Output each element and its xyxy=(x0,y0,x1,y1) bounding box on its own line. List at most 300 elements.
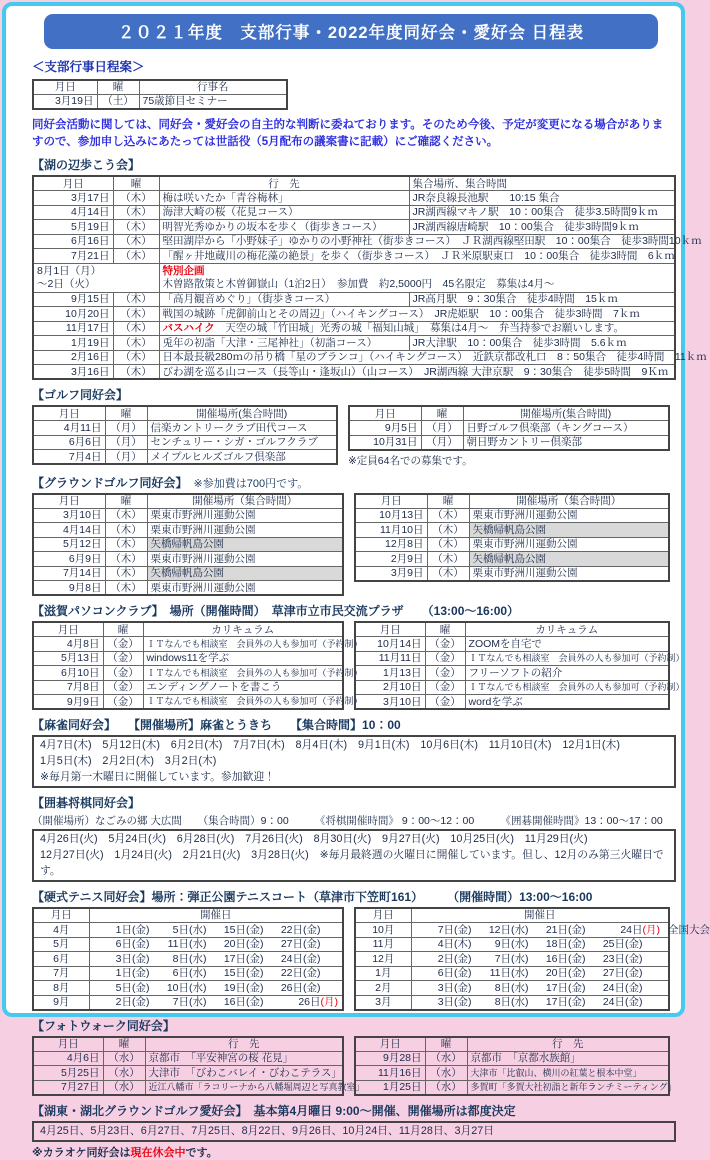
day-entry: 17日(金) xyxy=(545,981,586,994)
day-cell: （水） xyxy=(425,1066,467,1081)
col-place: 開催場所(集合時間) xyxy=(147,406,337,421)
table-row xyxy=(355,995,669,1010)
ground-golf-tables xyxy=(32,493,670,597)
karaoke-post: です。 xyxy=(185,1147,218,1160)
day-cell: （土） xyxy=(97,95,139,110)
table-header-row xyxy=(355,494,669,509)
dest-cell: 多賀町「多賀大社初詣と新年ランチミーティング」 xyxy=(467,1080,669,1095)
table-row xyxy=(355,1080,669,1095)
date-line2: ～2日（火） xyxy=(37,277,96,290)
col-day: 曜 xyxy=(113,176,159,191)
kotou-dates-line: 4月25日、5月23日、6月27日、7月25日、8月22日、9月26日、10月24日、11月28日、3月27日 xyxy=(40,1124,495,1137)
day-entry: 24日 xyxy=(620,923,643,936)
table-row xyxy=(33,695,343,710)
date-cell: 9月5日 xyxy=(349,421,421,436)
day-cell: （木） xyxy=(427,552,469,567)
month-cell: 2月 xyxy=(355,981,411,996)
table-row xyxy=(33,666,343,681)
place-cell: 矢橋帰帆島公園 xyxy=(147,566,343,581)
table-row xyxy=(33,1080,343,1095)
day-entry: 6日(水) xyxy=(172,967,207,980)
trip-detail: 木曽路散策と木曽御嶽山（1泊2日） 参加費 約2,5000円 45名限定 募集は4月～ xyxy=(162,277,555,290)
table-header-row xyxy=(355,622,669,637)
curriculum-cell: ＩＴなんでも相談室 会員外の人も参加可（予約制） xyxy=(143,637,343,652)
dates-cell xyxy=(411,966,669,981)
day-cell: （月） xyxy=(105,435,147,450)
table-row xyxy=(355,637,669,652)
day-cell: （木） xyxy=(113,336,159,351)
date-cell: 9月15日 xyxy=(33,292,113,307)
day-cell: （金） xyxy=(103,695,143,710)
table-header-row xyxy=(33,80,287,95)
date-cell: 7月14日 xyxy=(33,566,105,581)
table-row xyxy=(33,637,343,652)
table-row xyxy=(349,421,669,436)
extra-label: 全国大会 xyxy=(668,923,710,936)
date-cell: 6月16日 xyxy=(33,234,113,249)
notice-text: 同好会活動に関しては、同好会・愛好会の自主的な判断に委ねております。そのため今後、予定が変更になる場合がありますので、参加申し込みにあたっては世話役（5月配布の議案書に記載）にご確認ください。 xyxy=(32,119,664,148)
table-row xyxy=(33,307,675,322)
day-entry: 15日(金) xyxy=(223,923,264,936)
table-row xyxy=(33,234,675,249)
day-entry: 3日(金) xyxy=(115,952,150,965)
col-day: 曜 xyxy=(421,406,463,421)
date-cell: 1月13日 xyxy=(355,666,425,681)
day-cell: （金） xyxy=(103,666,143,681)
col-day: 曜 xyxy=(103,1037,145,1052)
col-event: 行事名 xyxy=(139,80,287,95)
place-cell: 栗東市野洲川運動公園 xyxy=(469,566,669,581)
date-cell: 11月10日 xyxy=(355,523,427,538)
table-row xyxy=(33,435,337,450)
col-day: 曜 xyxy=(427,494,469,509)
table-row xyxy=(355,937,669,952)
kotou-section-heading xyxy=(32,1102,670,1119)
day-entry: 11日(水) xyxy=(489,967,529,980)
igo-dates-line: 12月27日(火) 1月24日(火) 2月21日(火) 3月28日(火) ※毎月最終週の火曜日に開催しています。但し、12月のみ第三火曜日です。 xyxy=(40,848,664,877)
day-cell: （木） xyxy=(113,365,159,380)
tennis-subtitle: 場所：弾正公園テニスコート（草津市下笠町161） （開催時間）13:00～16:00 xyxy=(151,890,593,905)
table-row xyxy=(33,205,675,220)
col-day: 曜 xyxy=(97,80,139,95)
table-row xyxy=(33,566,343,581)
month-cell: 5月 xyxy=(33,937,89,952)
dest-meet-cell: 「醒ヶ井地蔵川の梅花藻の絶景」を歩く（街歩きコース） ＪＲ米原駅東口 10：00集合 徒歩3時間 6ｋｍ xyxy=(159,249,675,264)
table-row xyxy=(33,937,343,952)
date-cell: 7月27日 xyxy=(33,1080,103,1095)
table-row xyxy=(355,952,669,967)
day-entry: 22日(金) xyxy=(280,967,321,980)
day-cell: （木） xyxy=(427,508,469,523)
mahjong-note-line: ※毎月第一木曜日に開催しています。参加歓迎！ xyxy=(40,770,275,783)
table-row xyxy=(33,336,675,351)
igo-subtitle: （開催場所）なごみの郷 大広間 （集合時間）9：00 《将棋開催時間》 9：00～12：00 《囲碁開催時間》13：00～17：00 xyxy=(32,815,663,828)
place-cell: 矢橋帰帆島公園 xyxy=(147,537,343,552)
table-row xyxy=(33,292,675,307)
col-curriculum: カリキュラム xyxy=(465,622,669,637)
day-entry: 1日(金) xyxy=(115,923,150,936)
day-entry: 15日(金) xyxy=(223,967,264,980)
col-day: 曜 xyxy=(103,622,143,637)
day-entry: 22日(金) xyxy=(280,923,321,936)
table-row xyxy=(355,508,669,523)
day-entry: 26日 xyxy=(298,995,321,1008)
date-cell: 4月11日 xyxy=(33,421,105,436)
col-dest: 行 先 xyxy=(467,1037,669,1052)
day-entry: 3日(金) xyxy=(437,995,472,1008)
meet-cell: JR湖西線唐崎駅 10：00集合 徒歩3時間9ｋｍ xyxy=(409,220,675,235)
ground-golf-title: 【グラウンドゴルフ同好会】 xyxy=(32,475,182,490)
date-cell: 1月25日 xyxy=(355,1080,425,1095)
col-date: 月日 xyxy=(355,494,427,509)
curriculum-cell: フリーソフトの紹介 xyxy=(465,666,669,681)
date-cell: 3月16日 xyxy=(33,365,113,380)
col-curriculum: カリキュラム xyxy=(143,622,343,637)
mahjong-dates-line: 1月5日(木) 2月2日(木) 3月2日(木) xyxy=(40,754,217,767)
date-cell: 10月31日 xyxy=(349,435,421,450)
day-entry: 27日(金) xyxy=(280,938,321,951)
special-label: 特別企画 xyxy=(162,265,205,278)
curriculum-cell: ＩＴなんでも相談室 会員外の人も参加可（予約制） xyxy=(465,651,669,666)
igo-section-heading: 【囲碁将棋同好会】 xyxy=(32,796,141,811)
tennis-tables xyxy=(32,907,710,1011)
day-entry: 7日(水) xyxy=(172,995,207,1008)
day-cell: （月） xyxy=(421,421,463,436)
place-cell: 日野ゴルフ倶楽部（キングコース） xyxy=(463,421,669,436)
mahjong-dates-box xyxy=(32,735,676,788)
table-row xyxy=(33,421,337,436)
day-cell: （木） xyxy=(105,508,147,523)
table-row xyxy=(33,966,343,981)
day-entry: 10日(水) xyxy=(166,981,207,994)
dates-cell xyxy=(89,995,343,1010)
table-row xyxy=(355,651,669,666)
dest-cell: 大津市 「びわこバレイ・びわこテラス」 xyxy=(145,1066,343,1081)
place-cell: 栗東市野洲川運動公園 xyxy=(469,508,669,523)
day-entry: 16日(金) xyxy=(545,952,586,965)
mahjong-dates-line: 4月7日(木) 5月12日(木) 6月2日(木) 7月7日(木) 8月4日(木) 9月1日(木) 10月6日(木) 11月10日(木) 12月1日(木) xyxy=(40,739,620,752)
document-page xyxy=(2,2,710,1160)
date-cell: 4月14日 xyxy=(33,523,105,538)
date-cell: 6月10日 xyxy=(33,666,103,681)
dest-cell: 明智光秀ゆかりの坂本を歩く（街歩きコース） xyxy=(159,220,409,235)
day-entry-red: (月) xyxy=(320,995,338,1008)
day-entry: 5日(金) xyxy=(115,981,150,994)
photo-table-right xyxy=(354,1036,677,1096)
place-cell: 朝日野カントリー倶楽部 xyxy=(463,435,669,450)
month-cell: 1月 xyxy=(355,966,411,981)
dates-cell xyxy=(411,923,710,938)
dates-cell xyxy=(411,952,669,967)
tennis-table-right xyxy=(354,907,710,1011)
month-cell: 6月 xyxy=(33,952,89,967)
table-row xyxy=(355,680,669,695)
dates-cell xyxy=(89,966,343,981)
table-row xyxy=(33,981,343,996)
col-dates: 開催日 xyxy=(411,908,669,923)
day-cell: （金） xyxy=(425,680,465,695)
place-cell: 矢橋帰帆島公園 xyxy=(469,523,669,538)
curriculum-cell: ＩＴなんでも相談室 会員外の人も参加可（予約制） xyxy=(465,680,669,695)
day-cell: （金） xyxy=(425,651,465,666)
date-cell: 9月8日 xyxy=(33,581,105,596)
pc-club-section-heading xyxy=(32,602,670,619)
col-day: 曜 xyxy=(425,1037,467,1052)
table-row-bus-hike xyxy=(33,321,675,336)
meet-cell: JR大津駅 10：00集合 徒歩3時間 5.6ｋｍ xyxy=(409,336,675,351)
col-date: 月日 xyxy=(355,1037,425,1052)
month-cell: 10月 xyxy=(355,923,411,938)
table-row xyxy=(33,191,675,206)
date-cell: 9月9日 xyxy=(33,695,103,710)
day-entry: 17日(金) xyxy=(545,995,586,1008)
day-entry: 6日(金) xyxy=(437,967,472,980)
dest-cell: 兎年の初詣「大津・三尾神社」（初詣コース） xyxy=(159,336,409,351)
day-cell: （金） xyxy=(103,651,143,666)
place-cell: メイプルヒルズゴルフ倶楽部 xyxy=(147,450,337,465)
day-cell: （木） xyxy=(105,566,147,581)
curriculum-cell: ＩＴなんでも相談室 会員外の人も参加可（予約制） xyxy=(143,666,343,681)
col-dates: 開催日 xyxy=(89,908,343,923)
dates-cell xyxy=(89,952,343,967)
day-entry: 24日(金) xyxy=(280,952,321,965)
col-day: 曜 xyxy=(105,406,147,421)
day-entry: 11日(水) xyxy=(167,938,207,951)
day-cell: （木） xyxy=(113,307,159,322)
day-entry: 8日(水) xyxy=(172,952,207,965)
day-cell: （木） xyxy=(105,581,147,596)
day-cell: （木） xyxy=(113,249,159,264)
table-header-row xyxy=(33,406,337,421)
dates-cell xyxy=(89,937,343,952)
curriculum-cell: wordを学ぶ xyxy=(465,695,669,710)
date-cell: 5月19日 xyxy=(33,220,113,235)
date-cell: 5月13日 xyxy=(33,651,103,666)
date-cell: 3月17日 xyxy=(33,191,113,206)
table-row xyxy=(33,651,343,666)
shibu-section-heading: ＜支部行事日程案＞ xyxy=(32,60,145,74)
day-entry: 6日(金) xyxy=(115,938,150,951)
table-header-row xyxy=(355,1037,669,1052)
day-entry: 7日(水) xyxy=(494,952,529,965)
pc-club-title: 【滋賀パソコンクラブ】 xyxy=(32,604,158,619)
dest-cell: 梅は咲いたか「青谷梅林」 xyxy=(159,191,409,206)
col-meet: 集合場所、集合時間 xyxy=(409,176,675,191)
mahjong-subtitle: 【開催場所】麻雀とうきち 【集合時間】10：00 xyxy=(134,718,401,733)
photo-section-heading: 【フォトウォーク同好会】 xyxy=(32,1018,175,1033)
dest-cell: 京都市 「京都水族館」 xyxy=(467,1051,669,1066)
day-entry: 5日(水) xyxy=(172,923,207,936)
day-entry: 19日(金) xyxy=(223,981,264,994)
day-cell: （木） xyxy=(113,191,159,206)
table-row xyxy=(33,923,343,938)
ground-golf-fee-note: ※参加費は700円です。 xyxy=(193,477,309,490)
table-row xyxy=(33,680,343,695)
date-cell: 5月25日 xyxy=(33,1066,103,1081)
date-range-cell xyxy=(33,263,159,292)
meet-cell: JR高月駅 9：30集合 徒歩4時間 15ｋｍ xyxy=(409,292,675,307)
day-entry: 24日(金) xyxy=(602,995,643,1008)
table-header-row xyxy=(33,1037,343,1052)
mahjong-section-heading xyxy=(32,716,670,733)
day-entry: 21日(金) xyxy=(545,923,586,936)
mahjong-title: 【麻雀同好会】 xyxy=(32,718,111,733)
date-cell: 11月17日 xyxy=(33,321,113,336)
place-cell: 栗東市野洲川運動公園 xyxy=(469,537,669,552)
col-day: 曜 xyxy=(425,622,465,637)
day-entry: 2日(金) xyxy=(437,952,472,965)
col-date: 月日 xyxy=(33,622,103,637)
day-cell: （月） xyxy=(105,450,147,465)
table-row xyxy=(355,1051,669,1066)
day-cell: （木） xyxy=(113,292,159,307)
date-cell: 12月8日 xyxy=(355,537,427,552)
col-place: 開催場所(集合時間) xyxy=(463,406,669,421)
day-cell: （月） xyxy=(421,435,463,450)
day-cell: （木） xyxy=(427,523,469,538)
table-row xyxy=(33,220,675,235)
date-cell: 10月14日 xyxy=(355,637,425,652)
day-entry: 23日(金) xyxy=(602,952,643,965)
date-cell: 7月8日 xyxy=(33,680,103,695)
day-entry: 3日(金) xyxy=(437,981,472,994)
igo-dates-line: 4月26日(火) 5月24日(火) 6月28日(火) 7月26日(火) 8月30日(火) 9月27日(火) 10月25日(火) 11月29日(火) xyxy=(40,833,588,846)
table-row-special-trip xyxy=(33,263,675,292)
day-cell: （金） xyxy=(103,637,143,652)
day-entry: 9日(水) xyxy=(494,938,529,951)
col-month: 月日 xyxy=(355,908,411,923)
col-date: 月日 xyxy=(33,176,113,191)
table-row xyxy=(33,995,343,1010)
day-cell: （木） xyxy=(113,350,159,365)
date-cell: 4月6日 xyxy=(33,1051,103,1066)
curriculum-cell: ＩＴなんでも相談室 会員外の人も参加可（予約制） xyxy=(143,695,343,710)
ground-golf-table-right xyxy=(354,493,670,582)
table-row xyxy=(33,1066,343,1081)
bus-hike-detail: 天空の城「竹田城」光秀の城「福知山城」 募集は4月～ 弁当持参でお願いします。 xyxy=(214,322,625,335)
table-row xyxy=(33,95,287,110)
dates-cell xyxy=(89,923,343,938)
date-cell: 1月19日 xyxy=(33,336,113,351)
kotou-dates-box xyxy=(32,1121,676,1143)
table-row xyxy=(355,566,669,581)
table-row xyxy=(355,552,669,567)
day-cell: （木） xyxy=(105,523,147,538)
date-cell: 3月10日 xyxy=(33,508,105,523)
walk-table xyxy=(32,175,707,380)
date-cell: 7月4日 xyxy=(33,450,105,465)
date-cell: 10月13日 xyxy=(355,508,427,523)
dates-cell xyxy=(411,995,669,1010)
kotou-title: 【湖東・湖北グラウンドゴルフ愛好会】 xyxy=(32,1103,242,1118)
day-entry: 16日(金) xyxy=(223,995,264,1008)
day-cell: （木） xyxy=(113,321,159,336)
golf-section-heading: 【ゴルフ同好会】 xyxy=(32,388,129,403)
place-cell: センチュリー・シガ・ゴルフクラブ xyxy=(147,435,337,450)
golf-table-right xyxy=(348,405,670,451)
table-row xyxy=(355,537,669,552)
month-cell: 3月 xyxy=(355,995,411,1010)
tennis-table-left xyxy=(32,907,344,1011)
date-cell: 2月10日 xyxy=(355,680,425,695)
dest-meet-cell: びわ湖を巡る山コース（長等山・逢坂山）（山コース） JR湖西線 大津京駅 9：30集合 徒歩5時間 9Ｋｍ xyxy=(159,365,675,380)
day-cell: （金） xyxy=(425,695,465,710)
day-cell: （木） xyxy=(113,234,159,249)
kotou-subtitle: 基本第4月曜日 9:00～開催、開催場所は都度決定 xyxy=(253,1103,516,1118)
col-date: 月日 xyxy=(33,1037,103,1052)
curriculum-cell: ZOOMを自宅で xyxy=(465,637,669,652)
table-header-row xyxy=(355,908,669,923)
date-cell: 2月9日 xyxy=(355,552,427,567)
golf-tables xyxy=(32,405,670,468)
col-month: 月日 xyxy=(33,908,89,923)
date-line1: 8月1日（月） xyxy=(37,265,102,278)
day-entry: 27日(金) xyxy=(602,967,643,980)
month-cell: 9月 xyxy=(33,995,89,1010)
karaoke-status-line xyxy=(32,1144,670,1160)
dates-cell xyxy=(411,981,669,996)
day-cell: （金） xyxy=(103,680,143,695)
day-entry: 12日(水) xyxy=(488,923,529,936)
month-cell: 8月 xyxy=(33,981,89,996)
month-cell: 11月 xyxy=(355,937,411,952)
day-cell: （金） xyxy=(425,637,465,652)
table-row xyxy=(33,350,675,365)
day-cell: （木） xyxy=(105,537,147,552)
col-dest: 行 先 xyxy=(159,176,409,191)
golf-table-left xyxy=(32,405,338,465)
table-row xyxy=(33,508,343,523)
date-cell: 6月9日 xyxy=(33,552,105,567)
day-entry: 20日(金) xyxy=(223,938,264,951)
day-cell: （木） xyxy=(113,220,159,235)
table-row xyxy=(33,952,343,967)
pc-club-table-left xyxy=(32,621,363,710)
dest-cell: 「高月観音めぐり」（街歩きコース） xyxy=(159,292,409,307)
table-header-row xyxy=(33,176,675,191)
col-date: 月日 xyxy=(33,494,105,509)
bus-hike-label: バスハイク xyxy=(162,322,215,335)
day-entry: 18日(金) xyxy=(545,938,586,951)
date-cell: 4月14日 xyxy=(33,205,113,220)
col-date: 月日 xyxy=(349,406,421,421)
table-row xyxy=(355,666,669,681)
col-place: 開催場所（集合時間） xyxy=(147,494,343,509)
table-row xyxy=(33,365,675,380)
table-row xyxy=(355,966,669,981)
day-cell: （月） xyxy=(105,421,147,436)
dest-meet-cell: 戦国の城跡「虎御前山とその周辺」（ハイキングコース） JR虎姫駅 10：00集合 徒歩3時間 7ｋｍ xyxy=(159,307,675,322)
table-row xyxy=(33,537,343,552)
meet-cell: JR奈良線長池駅 10:15 集合 xyxy=(409,191,675,206)
event-cell: 75歳節目セミナー xyxy=(139,95,287,110)
special-trip-cell xyxy=(159,263,675,292)
dates-cell xyxy=(89,981,343,996)
day-entry: 4日(木) xyxy=(437,938,472,951)
igo-dates-box xyxy=(32,829,676,882)
golf-capacity-note: ※定員64名での募集です。 xyxy=(348,454,473,467)
dest-meet-cell xyxy=(159,321,675,336)
meet-cell: JR湖西線マキノ駅 10：00集合 徒歩3.5時間9ｋｍ xyxy=(409,205,675,220)
place-cell: 信楽カントリークラブ田代コース xyxy=(147,421,337,436)
date-cell: 10月20日 xyxy=(33,307,113,322)
table-row xyxy=(33,552,343,567)
place-cell: 栗東市野洲川運動公園 xyxy=(147,523,343,538)
day-cell: （水） xyxy=(425,1080,467,1095)
page-title: ２０２１年度 支部行事・2022年度同好会・愛好会 日程表 xyxy=(44,14,658,49)
walk-section-heading: 【湖の辺歩こう会】 xyxy=(32,158,141,173)
day-cell: （木） xyxy=(105,552,147,567)
